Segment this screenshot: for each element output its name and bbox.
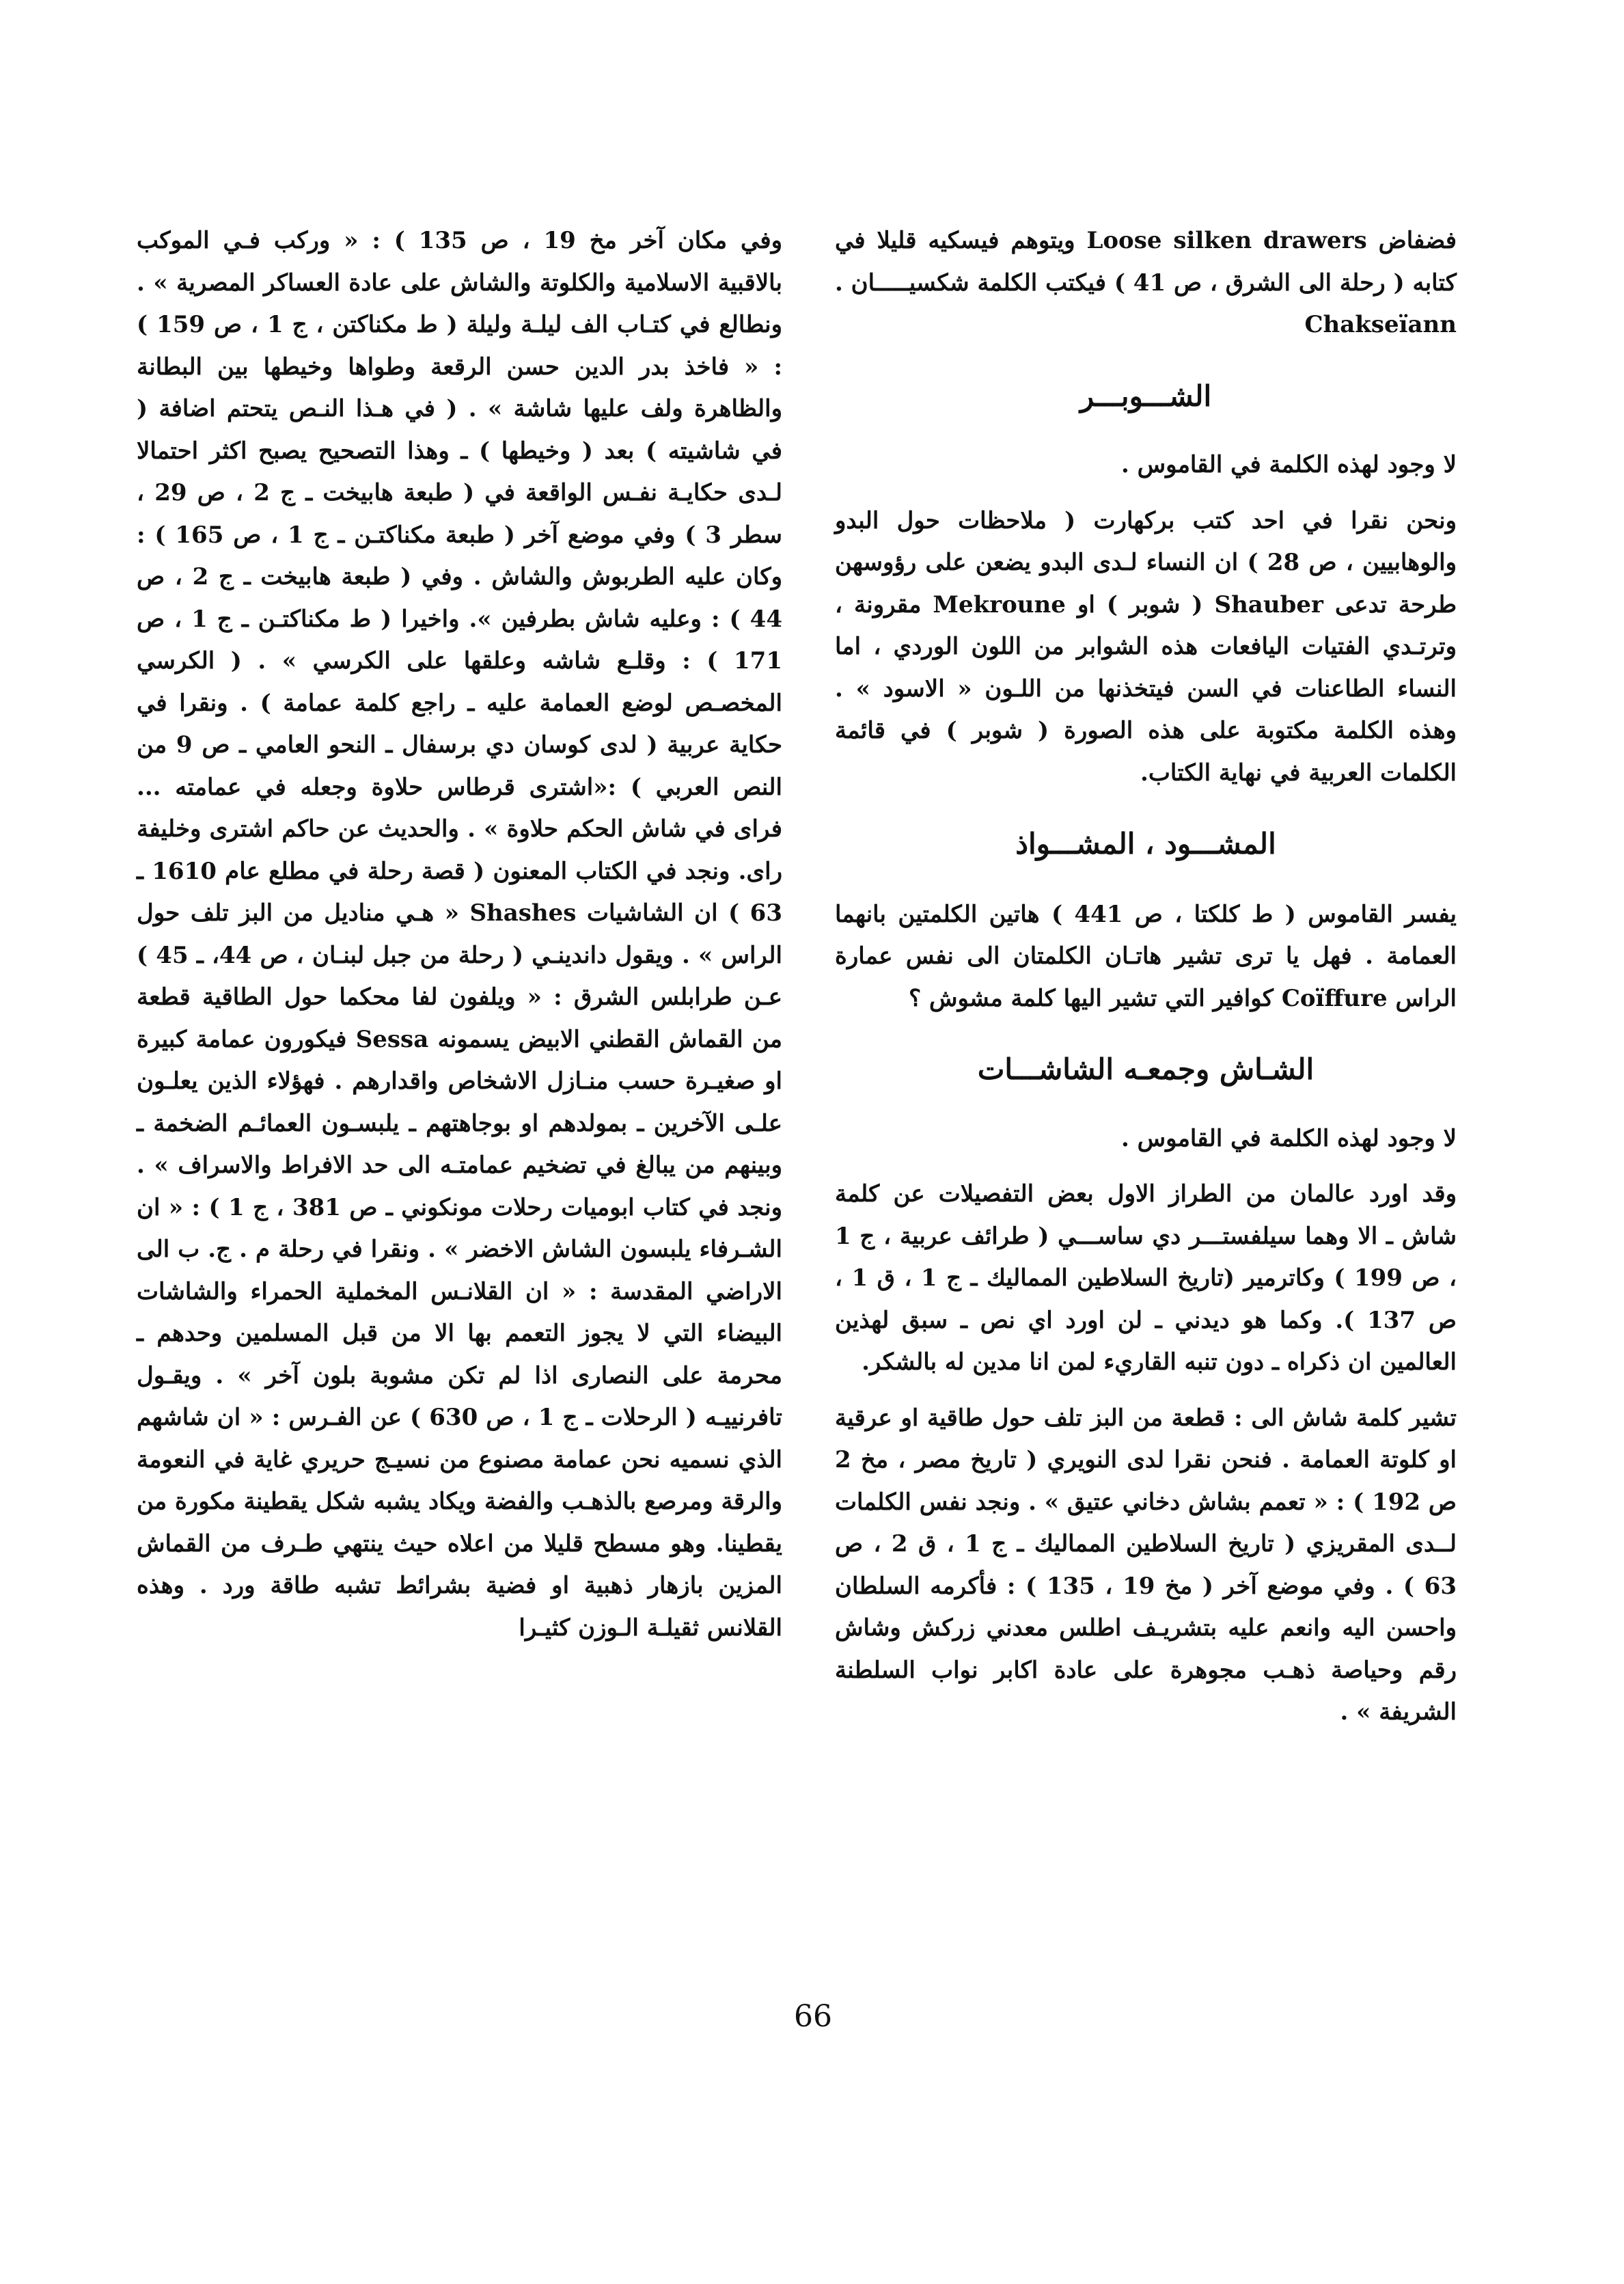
- section-heading: الشـاش وجمعـه الشاشـــات: [977, 1052, 1315, 1086]
- section-heading: المشـــود ، المشـــواذ: [1015, 827, 1276, 860]
- paragraph: وقد اورد عالمان من الطراز الاول بعض التفصيلات عن كلمة شاش ـ الا وهما سيلفستـــر دي ساســـي ( طرائف عربية ، ج 1 ، ص 199 ) وكاترمير (تاريخ السلاطين المماليك ـ ج 1 ، ق 1 ، ص 137 ). وكما هو ديدني ـ لن اورد اي نص ـ سبق لهذين العالمين ان ذكراه ـ دون تنبه القاريء لمن انا مدين له بالشكر.: [835, 1180, 1457, 1376]
- paragraph: يفسر القاموس ( ط كلكتا ، ص 441 ) هاتين الكلمتين بانهما العمامة . فهل يا ترى تشير هاتـان الكلمتان الى نفس عمارة الراس Coïffure كوافير التي تشير اليها كلمة مشوش ؟: [835, 900, 1457, 1012]
- right-column: [835, 220, 1457, 1734]
- paragraph: فضفاض Loose silken drawers ويتوهم فيسكيه قليلا في كتابه ( رحلة الى الشرق ، ص 41 ) فيكتب الكلمة شكسيـــــان . Chakseïann: [835, 227, 1457, 338]
- paragraph: تشير كلمة شاش الى : قطعة من البز تلف حول طاقية او عرقية او كلوتة العمامة . فنحن نقرا لدى النويري ( تاريخ مصر ، مخ 2 ص 192 ) : « تعمم بشاش دخاني عتيق » . ونجد نفس الكلمات لــدى المقريزي ( تاريخ السلاطين المماليك ـ ج 1 ، ق 2 ، ص 63 ) . وفي موضع آخر ( مخ 19 ، 135 ) : فأكرمه السلطان واحسن اليه وانعم عليه بتشريـف اطلس معدني زركش وشاش رقم وحياصة ذهـب مجوهرة على عادة اكابر نواب السلطنة الشريفة » .: [835, 1404, 1457, 1726]
- left-column: [137, 220, 782, 1649]
- paragraph: ونحن نقرا في احد كتب بركهارت ( ملاحظات حول البدو والوهابيين ، ص 28 ) ان النساء لـدى البدو يضعن على رؤوسهن طرحة تدعى Shauber ( شوبر ) او Mekroune مقرونة ، وترتـدي الفتيات اليافعات هذه الشوابر من اللون الوردي ، اما النساء الطاعنات في السن فيتخذنها من اللـون « الاسود » . وهذه الكلمة مكتوبة على هذه الصورة ( شوبر ) في قائمة الكلمات العربية في نهاية الكتاب.: [835, 506, 1457, 787]
- paragraph: لا وجود لهذه الكلمة في القاموس .: [1120, 1124, 1457, 1152]
- page-number: 66: [794, 1999, 832, 2034]
- section-heading: الشـــوبـــر: [1079, 379, 1212, 413]
- paragraph: وفي مكان آخر مخ 19 ، ص 135 ) : « وركب فـي الموكب بالاقبية الاسلامية والكلوتة والشاش على عادة العساكر المصرية » . ونطالع في كتـاب الف ليلـة وليلة ( ط مكناكتن ، ج 1 ، ص 159 ) : « فاخذ بدر الدين حسن الرقعة وطواها وخيطها بين البطانة والظاهرة ولف عليها شاشة » . ( في هـذا النـص يتحتم اضافة ( في شاشيته ) بعد ( وخيطها ) ـ وهذا التصحيح يصبح اكثر احتمالا لـدى حكايـة نفـس الواقعة في ( طبعة هابيخت ـ ج 2 ، ص 29 ، سطر 3 ) وفي موضع آخر ( طبعة مكناكتـن ـ ج 1 ، ص 165 ) : وكان عليه الطربوش والشاش . وفي ( طبعة هابيخت ـ ج 2 ، ص 44 ) : وعليه شاش بطرفين ». واخيرا ( ط مكناكتـن ـ ج 1 ، ص 171 ) : وقلـع شاشه وعلقها على الكرسي » . ( الكرسي المخصـص لوضع العمامة عليه ـ راجع كلمة عمامة ) . ونقرا في حكاية عربية ( لدى كوسان دي برسفال ـ النحو العامي ـ ص 9 من النص العربي ) :«اشترى قرطاس حلاوة وجعله في عمامته ... فراى في شاش الحكم حلاوة » . والحديث عن حاكم اشترى وخليفة راى. ونجد في الكتاب المعنون ( قصة رحلة في مطلع عام 1610 ـ 63 ) ان الشاشيات Shashes « هـي مناديل من البز تلف حول الراس » . ويقول داندينـي ( رحلة من جبل لبنـان ، ص 44، ـ 45 ) عـن طرابلس الشرق : « ويلفون لفا محكما حول الطاقية قطعة من القماش القطني الابيض يسمونه Sessa فيكورون عمامة كبيرة او صغيـرة حسب منـازل الاشخاص واقدارهم . فهؤلاء الذين يعلـون علـى الآخرين ـ بمولدهم او بوجاهتهم ـ يلبسـون العمائـم الضخمة ـ وبينهم من يبالغ في تضخيم عمامتـه الى حد الافراط والاسراف » . ونجد في كتاب ابوميات رحلات مونكوني ـ ص 381 ، ج 1 ) : « ان الشـرفاء يلبسون الشاش الاخضر » . ونقرا في رحلة م . ج. ب الى الاراضي المقدسة : « ان القلانـس المخملية الحمراء والشاشات البيضاء التي لا يجوز التعمم بها الا من قبل المسلمين وحدهم ـ محرمة على النصارى اذا لم تكن مشوبة بلون آخر » . ويقـول تافرنييـه ( الرحلات ـ ج 1 ، ص 630 ) عن الفـرس : « ان شاشهم الذي نسميه نحن عمامة مصنوع من نسيـج حريري غاية في النعومة والرقة ومرصع بالذهـب والفضة ويكاد يشبه شكل يقطينة مكورة من يقطينا. وهو مسطح قليلا من اعلاه حيث ينتهي طـرف من القماش المزين بازهار ذهبية او فضية بشرائط تشبه طاقة ورد . وهذه القلانس ثقيلـة الـوزن كثيـرا: [137, 227, 783, 1642]
- paragraph: لا وجود لهذه الكلمة في القاموس .: [1120, 451, 1457, 478]
